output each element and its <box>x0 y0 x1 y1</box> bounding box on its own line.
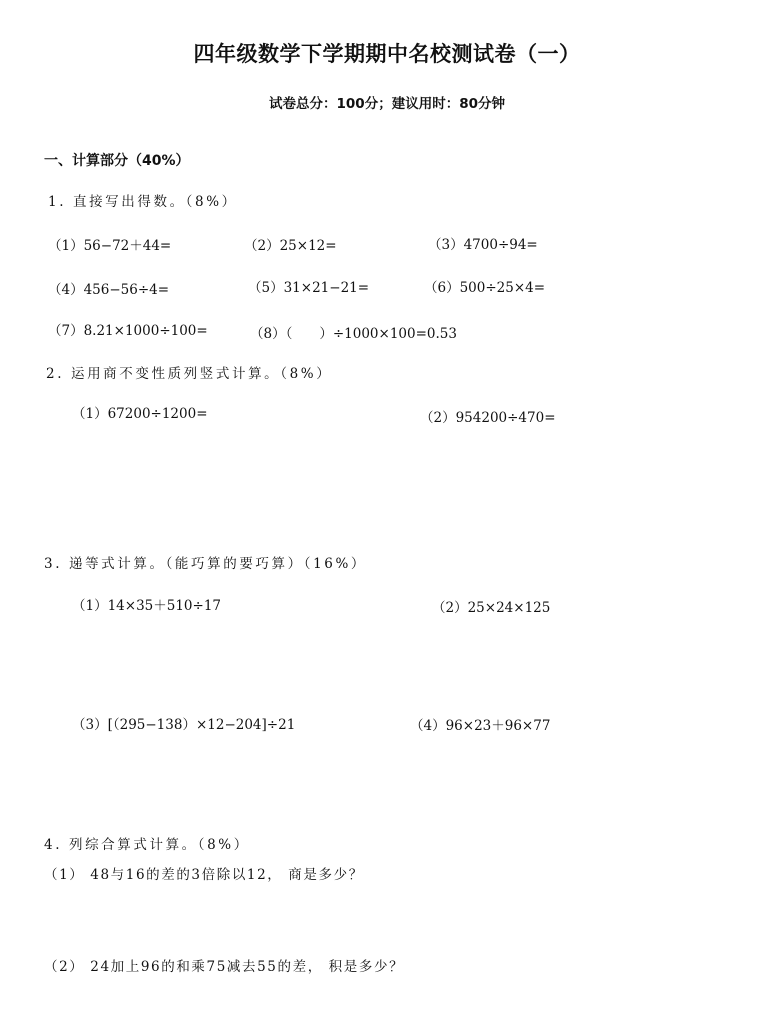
question-4-label: 4. 列综合算式计算。（8%） <box>44 837 250 853</box>
q1-item-7: （7）8.21×1000÷100= <box>48 323 208 339</box>
question-2-label: 2. 运用商不变性质列竖式计算。（8%） <box>46 366 333 382</box>
q2-item-1: （1）67200÷1200= <box>72 406 208 422</box>
q4-item-1: （1） 48与16的差的3倍除以12， 商是多少？ <box>44 867 364 883</box>
q1-item-4: （4）456−56÷4= <box>48 282 170 298</box>
q1-item-1: （1）56−72＋44= <box>48 238 172 254</box>
question-1-label: 1. 直接写出得数。（8%） <box>48 194 238 210</box>
q1-item-2: （2）25×12= <box>244 238 337 254</box>
q1-item-3: （3）4700÷94= <box>428 237 538 253</box>
section-heading: 一、计算部分（40%） <box>44 153 190 169</box>
page-title: 四年级数学下学期期中名校测试卷（一） <box>193 42 581 66</box>
q3-item-2: （2）25×24×125 <box>432 600 551 616</box>
q1-item-8: （8）（ ）÷1000×100=0.53 <box>250 326 457 342</box>
q4-item-2: （2） 24加上96的和乘75减去55的差， 积是多少？ <box>44 959 405 975</box>
q3-item-4: （4）96×23＋96×77 <box>410 718 551 734</box>
exam-info: 试卷总分：100分；建议用时：80分钟 <box>269 96 505 112</box>
question-3-label: 3. 递等式计算。（能巧算的要巧算）（16%） <box>44 556 367 572</box>
q3-item-1: （1）14×35＋510÷17 <box>72 598 222 614</box>
q2-item-2: （2）954200÷470= <box>420 410 556 426</box>
q1-item-6: （6）500÷25×4= <box>424 280 546 296</box>
q1-item-5: （5）31×21−21= <box>248 280 370 296</box>
q3-item-3: （3）[（295−138）×12−204]÷21 <box>72 717 296 733</box>
